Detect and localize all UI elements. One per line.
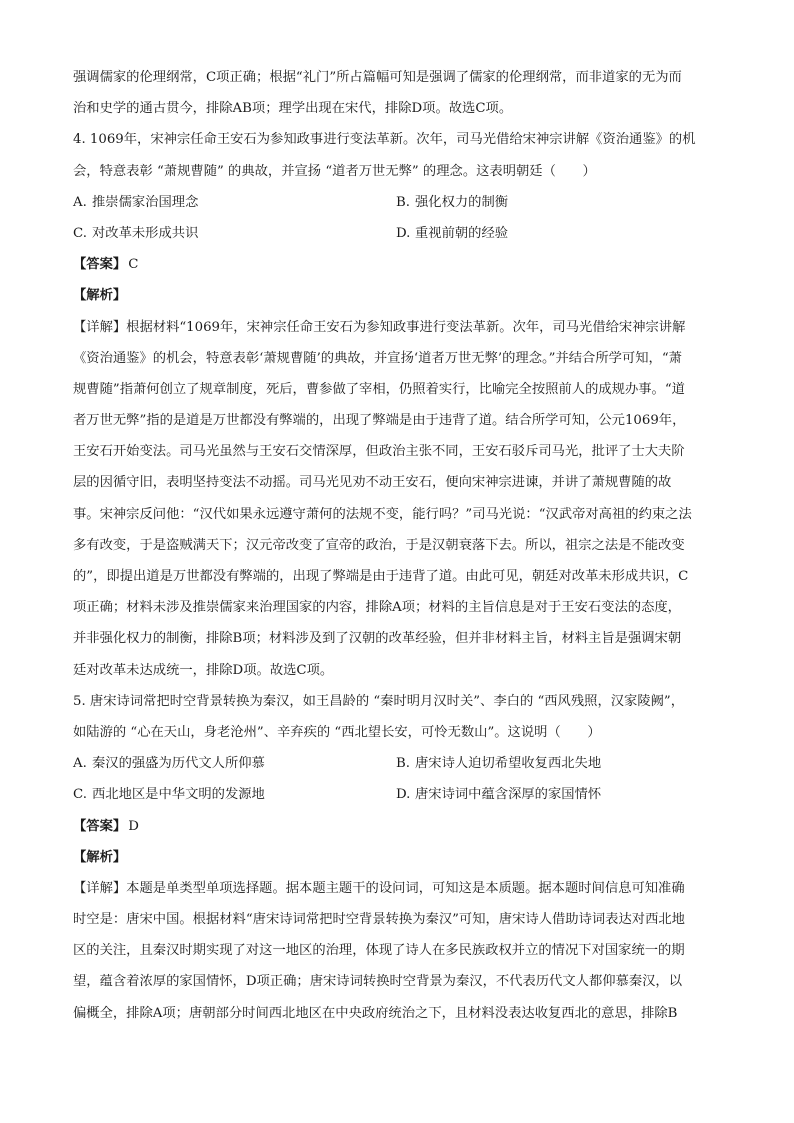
q4-detail-line: 廷对改革未达成统一，排除D项。故选C项。 [73,662,334,678]
q4-stem-line: 会，特意表彰 “萧规曹随” 的典故，并宣扬 “道者万世无弊” 的理念。这表明朝廷（ ） [73,163,596,179]
document-content [73,62,723,1029]
q5-option-d [396,779,719,810]
intro-line: 治和史学的通古贯今，排除AB项；理学出现在宋代，排除D项。故选C项。 [73,101,513,117]
option-letter: D. [396,225,411,241]
q5-options-row [73,748,723,779]
option-text: 重视前朝的经验 [415,225,509,241]
option-text: 秦汉的强盛为历代文人所仰慕 [92,756,265,772]
q5-stem-line: 如陆游的 “心在天山，身老沧州”、辛弃疾的 “西北望长安，可怜无数山”。这说明（ ） [73,724,601,740]
option-letter: C. [73,225,87,241]
option-text: 唐宋诗词中蕴含深厚的家国情怀 [415,787,602,803]
option-letter: A. [73,194,87,210]
answer-label: 【答案】 [73,818,127,834]
answer-value: D [128,818,139,834]
q5-option-b [396,748,719,779]
q4-options-row [73,187,723,218]
q5-answer-line [73,811,723,842]
q5-option-a [73,748,396,779]
q4-detail-line: 《资治通鉴》的机会，特意表彰‘萧规曹随’的典故，并宣扬‘道者万世无弊’的理念。”并结合所学可知，“萧 [73,350,682,366]
answer-value: C [128,257,139,273]
q4-option-a [73,187,396,218]
q4-option-b [396,187,719,218]
q4-detail-line: 并非强化权力的制衡，排除B项；材料涉及到了汉朝的改革经验，但并非材料主旨，材料主旨是强调宋朝 [73,631,682,647]
option-letter: C. [73,787,87,803]
answer-label: 【答案】 [73,257,127,273]
option-text: 推崇儒家治国理念 [92,194,199,210]
q4-detail-line: 者万世无弊”指的是道是万世都没有弊端的，出现了弊端是由于违背了道。结合所学可知，公元1069年， [73,413,686,429]
q4-detail-line: 的”，即提出道是万世都没有弊端的，出现了弊端是由于违背了道。由此可见，朝廷对改革未形成共识，C [73,569,689,584]
q5-detail-line: 望，蕴含着浓厚的家国情怀，D项正确；唐宋诗词转换时空背景为秦汉，不代表历代文人都仰慕秦汉，以 [73,974,683,990]
analysis-label: 【解析】 [73,288,127,304]
q4-options-row [73,218,723,249]
q4-analysis-heading [73,280,723,311]
q4-detail-line: 事。宋神宗反问他：“汉代如果永远遵守萧何的法规不变，能行吗？”司马光说：“汉武帝对高祖的约束之法 [73,506,692,522]
q4-detail-line: 【详解】根据材料“1069年，宋神宗任命王安石为参知政事进行变法革新。次年，司马光借给宋神宗讲解 [73,319,686,335]
analysis-label: 【解析】 [73,849,127,865]
q4-option-d [396,218,719,249]
q4-detail-line: 王安石开始变法。司马光虽然与王安石交情深厚，但政治主张不同，王安石驳斥司马光，批评了士大夫阶 [73,444,685,460]
q4-detail-line: 规曹随”指萧何创立了规章制度，死后，曹参做了宰相，仍照着实行，比喻完全按照前人的成规办事。“道 [73,381,685,397]
option-text: 强化权力的制衡 [415,194,509,210]
q5-detail-line: 区的关注，且秦汉时期实现了对这一地区的治理，体现了诗人在多民族政权并立的情况下对国家统一的期 [73,943,685,959]
q4-detail-line: 项正确；材料未涉及推崇儒家来治理国家的内容，排除A项；材料的主旨信息是对于王安石变法的态度， [73,600,681,616]
q4-detail-line: 层的因循守旧，表明坚持变法不动摇。司马光见劝不动王安石，便向宋神宗进谏，并讲了萧规曹随的故 [73,475,672,491]
q5-analysis-heading [73,842,723,873]
option-letter: D. [396,787,411,803]
q4-detail-line: 多有改变，于是盗贼满天下；汉元帝改变了宣帝的政治，于是汉朝衰落下去。所以，祖宗之法是不能改变 [73,537,685,553]
q5-options-row [73,779,723,810]
q5-detail-line: 偏概全，排除A项；唐朝部分时间西北地区在中央政府统治之下，且材料没表达收复西北的意思，排除B [73,1005,678,1021]
q4-option-c [73,218,396,249]
option-letter: B. [396,194,410,210]
q5-stem-line: 5. 唐宋诗词常把时空背景转换为秦汉，如王昌龄的 “秦时明月汉时关”、李白的 “西风残照，汉家陵阙”， [73,693,685,709]
q5-option-c [73,779,396,810]
intro-line: 强调儒家的伦理纲常，C项正确；根据“礼门”所占篇幅可知是强调了儒家的伦理纲常，而非道家的无为而 [73,70,682,85]
q5-detail-line: 【详解】本题是单类型单项选择题。据本题主题干的设问词，可知这是本质题。据本题时间信息可知准确 [73,880,685,896]
option-text: 对改革未形成共识 [92,225,199,241]
q4-stem-line: 4. 1069年，宋神宗任命王安石为参知政事进行变法革新。次年，司马光借给宋神宗讲解《资治通鉴》的机 [73,132,696,148]
option-letter: B. [396,756,410,772]
option-text: 西北地区是中华文明的发源地 [92,787,265,803]
q4-answer-line [73,249,723,280]
option-letter: A. [73,756,87,772]
option-text: 唐宋诗人迫切希望收复西北失地 [415,756,602,772]
q5-detail-line: 时空是：唐宋中国。根据材料“唐宋诗词常把时空背景转换为秦汉”可知，唐宋诗人借助诗词表达对西北地 [73,912,685,928]
